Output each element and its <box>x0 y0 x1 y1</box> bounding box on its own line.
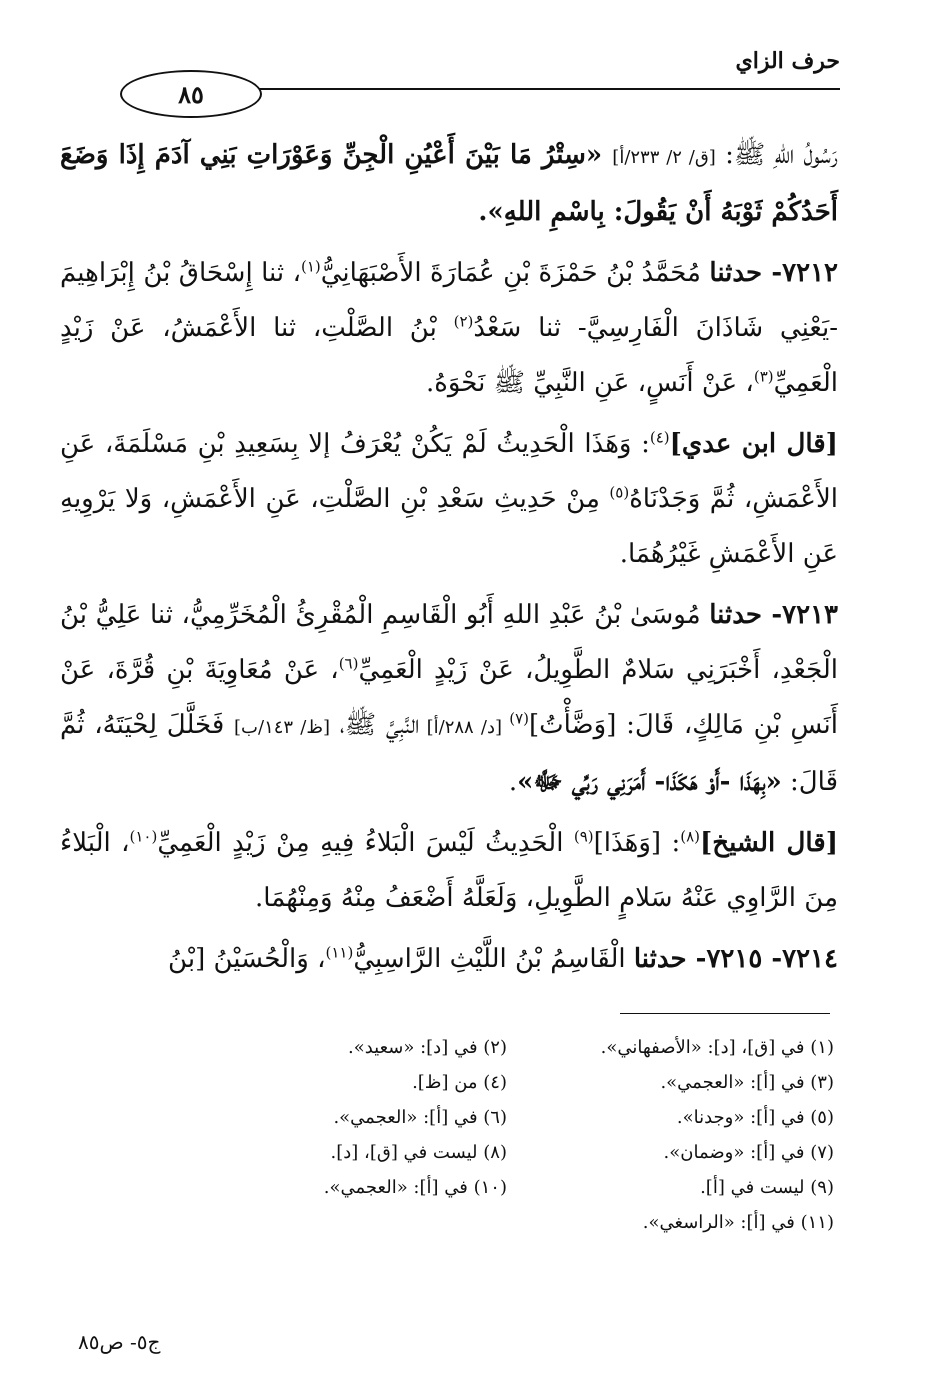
text-segment: : وَهَذَا الْحَدِيثُ لَمْ يَكُنْ يُعْرَفُ إلا بِسَعِيدِ بْنِ مَسْلَمَةَ، عَنِ الأَعْمَشِ، ثُمَّ وَجَدْنَاهُ <box>60 429 838 514</box>
paragraph-7212 <box>60 246 838 411</box>
commentator-lead: [قال ابن عدي] <box>669 429 838 459</box>
footnote-3: (٣) في [أ]: «العجمي». <box>660 1072 834 1093</box>
text-segment: النَّبِيَّ ﷺ، <box>330 710 420 740</box>
text-segment: : [وَهَذَا] <box>593 828 681 858</box>
footnote-marker[interactable]: (١٠) <box>129 827 158 846</box>
main-text <box>60 128 838 993</box>
footnote-marker[interactable]: (٥) <box>609 483 630 502</box>
footnote-marker[interactable]: (٢) <box>453 312 474 331</box>
footnote-separator <box>620 1013 830 1014</box>
footnote-9: (٩) ليست في [أ]. <box>700 1177 834 1198</box>
manuscript-reference: [ظ/ ١٤٣/ب] <box>234 717 331 738</box>
text-segment: ، عَنْ أَنَسٍ، عَنِ النَّبِيِّ ﷺ نَحْوَهُ. <box>425 368 754 398</box>
hadith-number: ٧٢١٢- <box>762 258 839 288</box>
footnote-marker[interactable]: (٤) <box>649 428 670 447</box>
hadith-text: «بِهَذَا -أَوْ هَكَذَا- أَمَرَنِي رَبِّي ﷻ» <box>517 767 782 797</box>
footnote-6: (٦) في [أ]: «العجمي». <box>333 1107 507 1128</box>
text-segment: رَسُولُ اللهِ ﷺ: <box>715 140 838 170</box>
footnote-10: (١٠) في [أ]: «العجمي». <box>323 1177 507 1198</box>
hadith-lead: حدثنا <box>633 944 687 974</box>
volume-page-footer: ج٥- ص٨٥ <box>78 1330 161 1354</box>
commentator-lead: [قال الشيخ] <box>700 828 838 858</box>
text-segment: . <box>508 767 518 797</box>
manuscript-reference: [ق/ ٢/ ٢٣٣/أ] <box>612 147 716 168</box>
text-segment: ، الْبَلاءُ مِنَ الرَّاوِي عَنْهُ سَلامٍ الطَّوِيلِ، وَلَعَلَّهُ أَضْعَفُ مِنْهُ وَمِنْهُمَا. <box>60 828 838 913</box>
text-segment: الْحَدِيثُ لَيْسَ الْبَلاءُ فِيهِ مِنْ زَيْدٍ الْعَمِيِّ <box>157 828 574 858</box>
text-segment: مُحَمَّدُ بْنُ حَمْزَةَ بْنِ عُمَارَةَ الأَصْبَهَانِيُّ <box>320 258 710 288</box>
hadith-text: «سِتْرُ مَا بَيْنَ أَعْيُنِ الْجِنِّ وَعَوْرَاتِ بَنِي آدَمَ إِذَا وَضَعَ أَحَدُكُمْ ثَوْبَهُ أَنْ يَقُولَ: بِاسْمِ اللهِ». <box>60 140 838 227</box>
paragraph-7213 <box>60 588 838 810</box>
footnote-marker[interactable]: (٦) <box>338 654 359 673</box>
hadith-lead: حدثنا <box>709 600 762 630</box>
page-header <box>60 40 840 110</box>
hadith-number: ٧٢١٤- ٧٢١٥- <box>686 944 838 974</box>
text-segment: ، ثنا إِسْحَاقُ بْنُ إِبْرَاهِيمَ -يَعْنِي شَاذَانَ الْفَارِسِيَّ- ثنا سَعْدُ <box>60 258 838 343</box>
footnote-marker[interactable]: (٣) <box>753 367 774 386</box>
text-segment: مِنْ حَدِيثِ سَعْدِ بْنِ الصَّلْتِ، عَنِ الأَعْمَشِ، وَلا يَرْوِيهِ عَنِ الأَعْمَشِ غَيْرُهُمَا. <box>60 484 838 569</box>
paragraph-ibn-adi <box>60 417 838 582</box>
footnote-2: (٢) في [د]: «سعيد». <box>347 1037 507 1058</box>
footnote-7: (٧) في [أ]: «وضمان». <box>663 1142 834 1163</box>
footnote-1: (١) في [ق]، [د]: «الأصفهاني». <box>600 1037 834 1058</box>
footnotes <box>220 1030 834 1240</box>
text-segment: بْنُ الصَّلْتِ، ثنا الأَعْمَشُ، عَنْ زَيْدٍ الْعَمِيِّ <box>60 313 838 398</box>
paragraph-sheikh <box>60 816 838 926</box>
paragraph-1 <box>60 128 838 240</box>
footnote-11: (١١) في [أ]: «الراسغي». <box>642 1212 834 1233</box>
paragraph-7214 <box>60 932 838 987</box>
footnote-5: (٥) في [أ]: «وجدنا». <box>676 1107 834 1128</box>
footnote-marker[interactable]: (١١) <box>325 943 354 962</box>
text-segment: ، وَالْحُسَيْنُ [بْنُ <box>168 944 326 974</box>
page-number: ٨٥ <box>178 79 204 109</box>
footnote-marker[interactable]: (١) <box>300 257 321 276</box>
footnote-marker[interactable]: (٩) <box>573 827 594 846</box>
footnote-8: (٨) ليست في [ق]، [د]. <box>330 1142 507 1163</box>
chapter-title: حرف الزاي <box>735 48 840 74</box>
page-number-oval <box>120 70 262 118</box>
text-segment: ، عَنْ مُعَاوِيَةَ بْنِ قُرَّةَ، عَنْ أَنَسِ بْنِ مَالِكٍ، قَالَ: [وَضَّأْتُ] <box>60 655 839 740</box>
text-segment: الْقَاسِمُ بْنُ اللَّيْثِ الرَّاسِبِيُّ <box>353 944 634 974</box>
manuscript-reference: [د/ ٢٨٨/أ] <box>419 717 510 738</box>
footnote-4: (٤) من [ظ]. <box>412 1072 507 1093</box>
hadith-number: ٧٢١٣- <box>761 600 838 630</box>
header-rule <box>200 88 840 90</box>
text-segment: فَخَلَّلَ لِحْيَتَهُ، ثُمَّ قَالَ: <box>60 710 838 797</box>
footnote-marker[interactable]: (٧) <box>509 709 530 728</box>
footnote-marker[interactable]: (٨) <box>680 827 700 846</box>
text-segment: مُوسَىٰ بْنُ عَبْدِ اللهِ أَبُو الْقَاسِمِ الْمُقْرِئُ الْمُخَرِّمِيُّ، ثنا عَلِيُّ بْنُ الْجَعْدِ، أَخْبَرَنِي سَلامٌ الطَّوِيلُ، عَنْ زَيْدٍ الْعَمِيِّ <box>60 600 839 685</box>
hadith-lead: حدثنا <box>709 258 763 288</box>
